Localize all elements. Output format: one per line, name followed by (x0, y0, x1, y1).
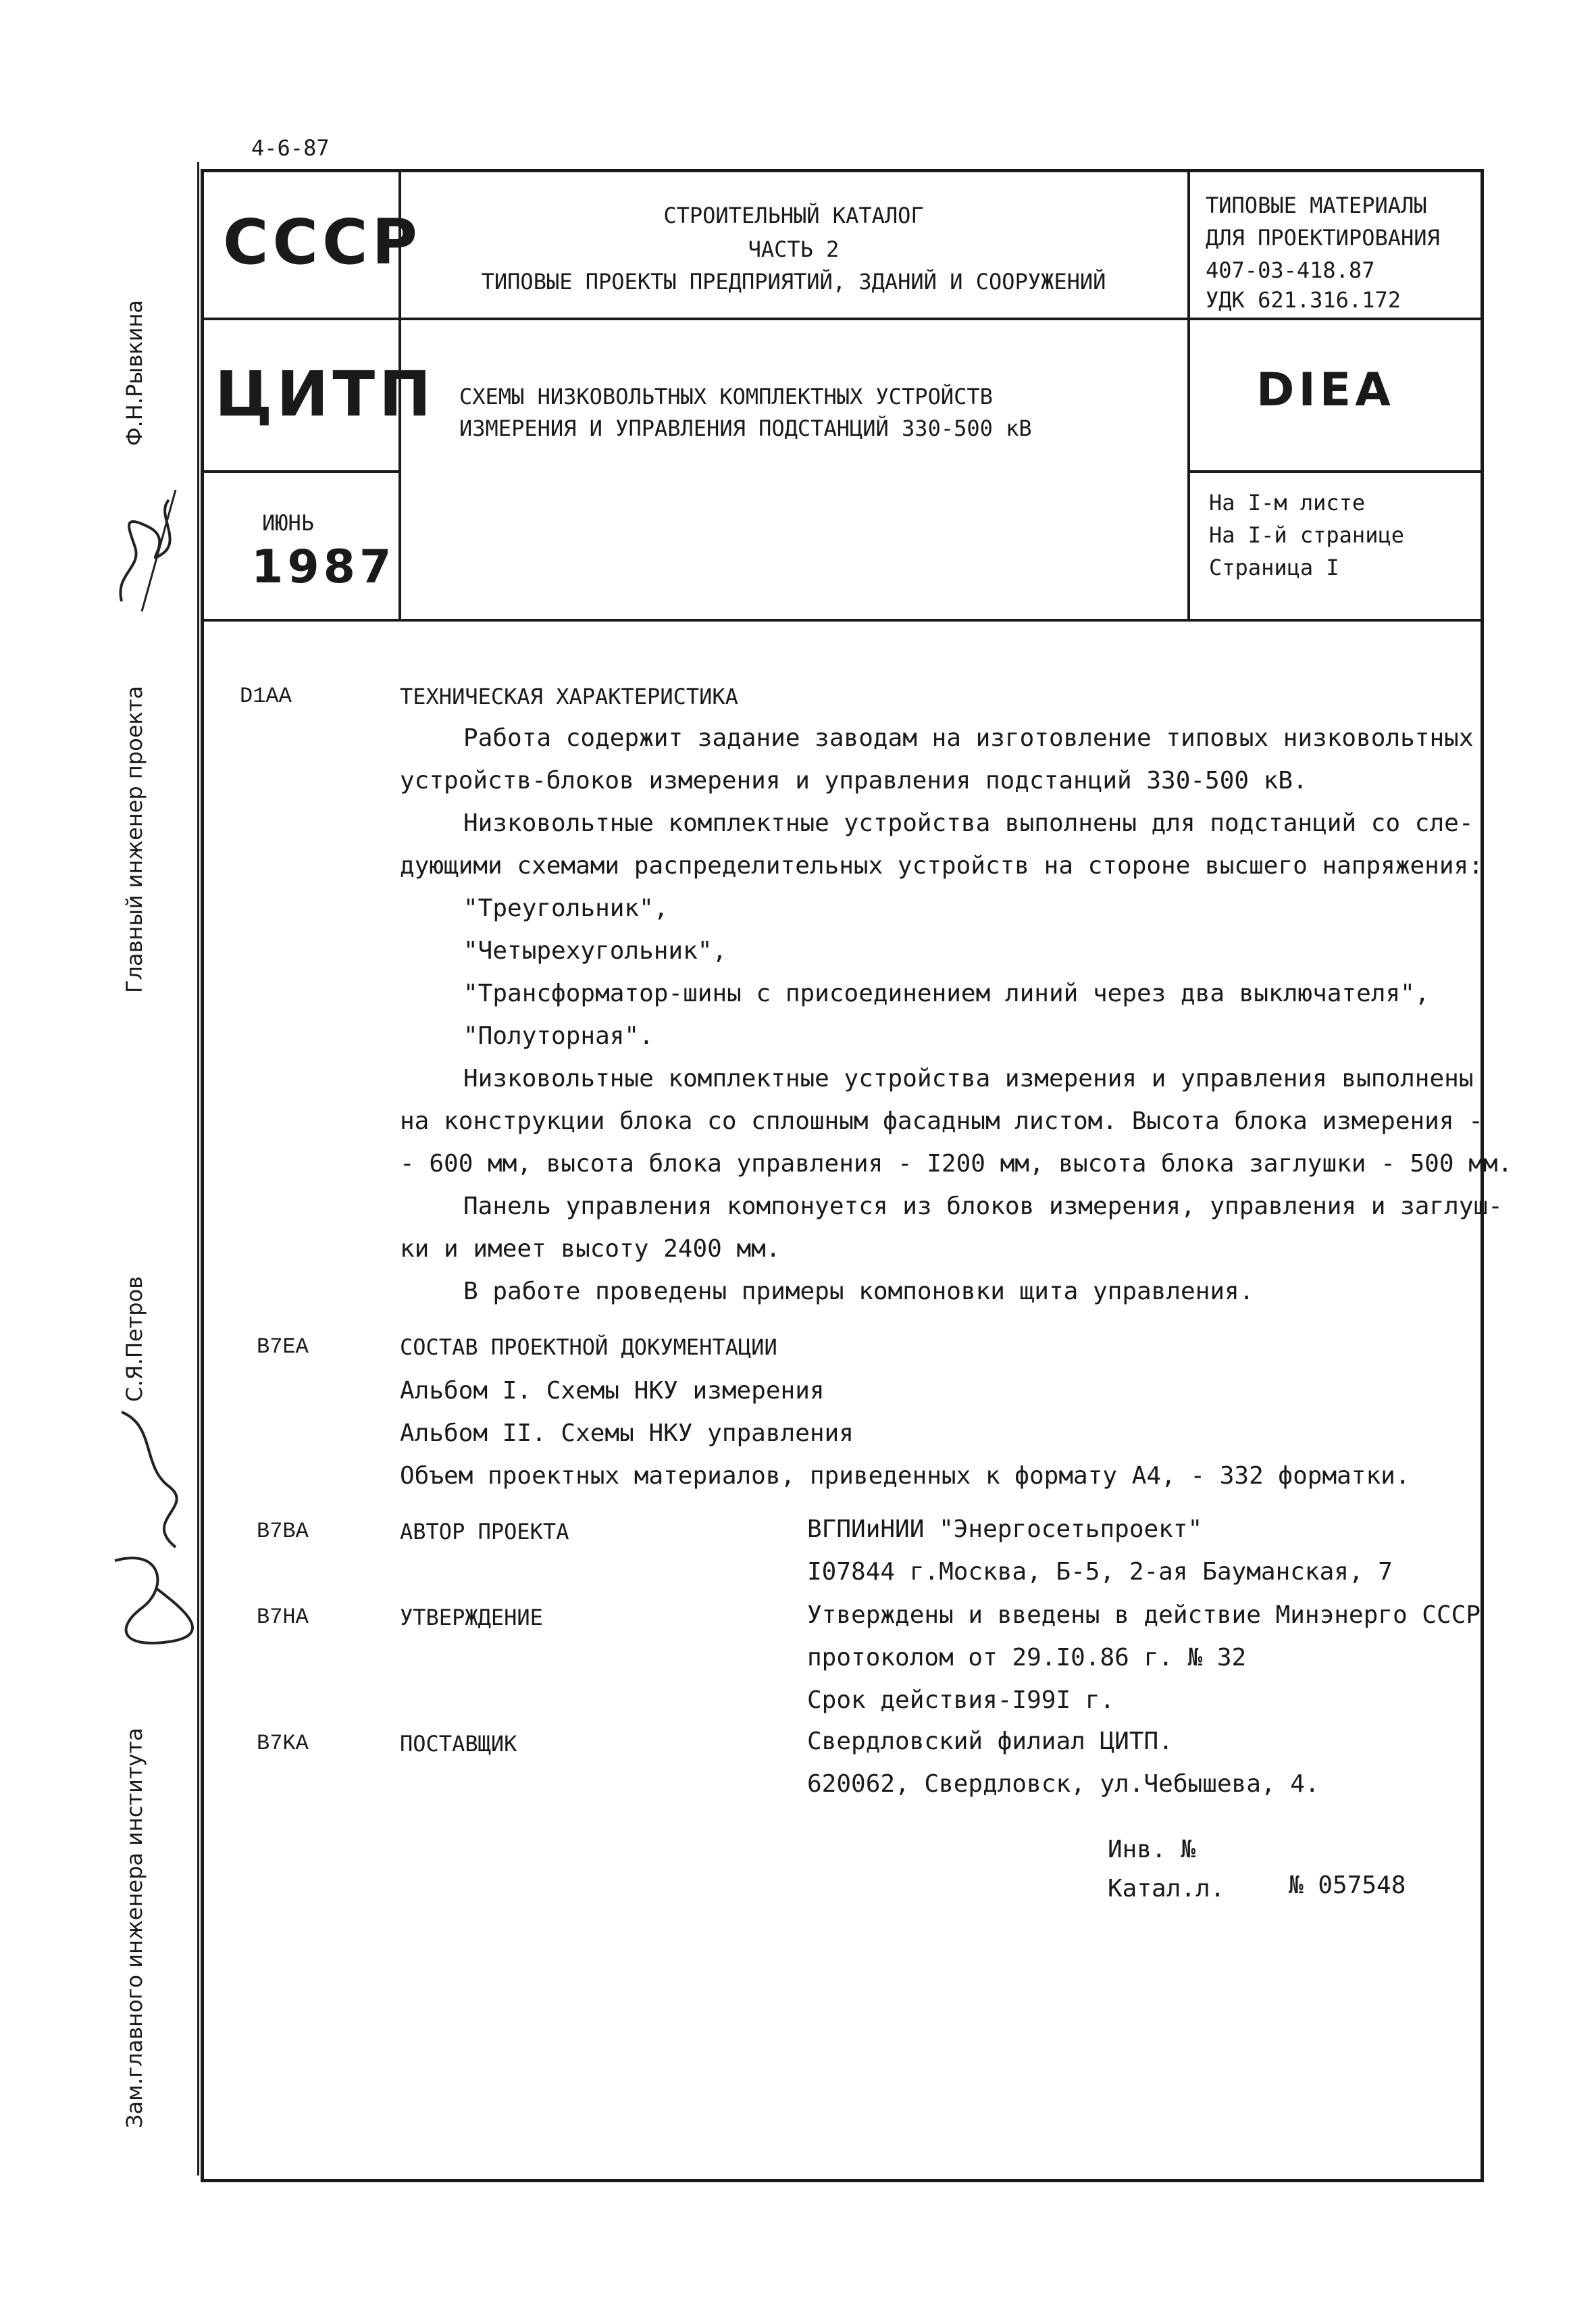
supplier-line: 620062, Свердловск, ул.Чебышева, 4. (807, 1770, 1320, 1798)
page-line-2: На I-й странице (1209, 522, 1404, 548)
page-line-3: Страница I (1209, 555, 1339, 580)
section-code-tech: D1AA (240, 684, 292, 709)
supplier-line: Свердловский филиал ЦИТП. (807, 1728, 1173, 1755)
docs-line: Альбом I. Схемы НКУ измерения (400, 1377, 825, 1405)
page-line-1: На I-м листе (1209, 490, 1366, 515)
tech-line: "Трансформатор-шины с присоединением линий через два выключателя", (463, 980, 1430, 1007)
tech-line: Работа содержит задание заводам на изготовление типовых низковольтных (463, 724, 1474, 752)
side-name-1: Ф.Н.Рывкина (122, 299, 147, 446)
materials-line-2: ДЛЯ ПРОЕКТИРОВАНИЯ (1206, 225, 1440, 251)
side-role-2: Зам.главного инженера института (122, 1728, 147, 2128)
approval-line: протоколом от 29.I0.86 г. № 32 (807, 1644, 1247, 1671)
approval-line: Срок действия-I99I г. (807, 1686, 1115, 1714)
section-heading-author: АВТОР ПРОЕКТА (400, 1519, 569, 1544)
catalog-line-1: СТРОИТЕЛЬНЫЙ КАТАЛОГ (663, 203, 924, 228)
section-code-supplier: B7KA (257, 1731, 309, 1756)
materials-line-1: ТИПОВЫЕ МАТЕРИАЛЫ (1206, 193, 1427, 218)
title-line-2: ИЗМЕРЕНИЯ И УПРАВЛЕНИЯ ПОДСТАНЦИЙ 330-500 кВ (459, 416, 1032, 441)
catalog-line-2: ЧАСТЬ 2 (748, 236, 840, 262)
author-line: ВГПИиНИИ "Энергосетьпроект" (807, 1515, 1203, 1543)
section-heading-docs: СОСТАВ ПРОЕКТНОЙ ДОКУМЕНТАЦИИ (400, 1334, 777, 1360)
inventory-label: Инв. № (1108, 1836, 1196, 1863)
section-heading-approval: УТВЕРЖДЕНИЕ (400, 1605, 543, 1630)
section-code-docs: B7EA (257, 1334, 309, 1359)
materials-line-4: УДК 621.316.172 (1206, 287, 1401, 313)
approval-line: Утверждены и введены в действие Минэнерго СССР (807, 1601, 1481, 1629)
tech-line: Панель управления компонуется из блоков измерения, управления и заглуш- (463, 1192, 1503, 1220)
divider (201, 619, 1484, 622)
docs-line: Альбом II. Схемы НКУ управления (400, 1419, 854, 1447)
year-label: 1987 (251, 540, 396, 594)
section-heading-supplier: ПОСТАВЩИК (400, 1731, 517, 1757)
tech-line: устройств-блоков измерения и управления подстанций 330-500 кВ. (400, 767, 1308, 795)
section-code-author: B7BA (257, 1519, 309, 1544)
divider (201, 470, 400, 473)
side-name-2: С.Я.Петров (122, 1276, 147, 1402)
tech-line: "Полуторная". (463, 1022, 654, 1050)
tech-line: "Четырехугольник", (463, 937, 727, 965)
sheet-code: 4-6-87 (251, 135, 330, 161)
doc-code: DIEA (1256, 363, 1395, 417)
org-ussr: СССР (223, 206, 421, 278)
tech-line: Низковольтные комплектные устройства измерения и управления выполнены (463, 1065, 1474, 1092)
signature-2 (101, 1385, 196, 1655)
author-line: I07844 г.Москва, Б-5, 2-ая Бауманская, 7 (807, 1558, 1393, 1586)
catalog-sheet-label: Катал.л. (1108, 1875, 1225, 1903)
divider (1189, 470, 1484, 473)
tech-line: ки и имеет высоту 2400 мм. (400, 1235, 781, 1263)
side-role-1: Главный инженер проекта (122, 686, 147, 993)
title-line-1: СХЕМЫ НИЗКОВОЛЬТНЫХ КОМПЛЕКТНЫХ УСТРОЙСТВ (459, 384, 993, 409)
tech-line: - 600 мм, высота блока управления - I200 мм, высота блока заглушки - 500 мм. (400, 1150, 1513, 1178)
month-label: ИЮНЬ (262, 510, 315, 536)
section-heading-tech: ТЕХНИЧЕСКАЯ ХАРАКТЕРИСТИКА (400, 684, 738, 709)
signature-1 (101, 486, 182, 615)
divider (201, 318, 1484, 320)
margin-line (197, 162, 199, 2175)
catalog-line-3: ТИПОВЫЕ ПРОЕКТЫ ПРЕДПРИЯТИЙ, ЗДАНИЙ И СООРУЖЕНИЙ (481, 269, 1106, 295)
materials-line-3: 407-03-418.87 (1206, 257, 1375, 283)
org-citp: ЦИТП (215, 358, 436, 430)
tech-line: Низковольтные комплектные устройства выполнены для подстанций со сле- (463, 809, 1474, 837)
catalog-number: № 057548 (1289, 1871, 1406, 1899)
section-code-approval: B7HA (257, 1605, 309, 1630)
divider (1187, 169, 1190, 622)
tech-line: В работе проведены примеры компоновки щита управления. (463, 1278, 1254, 1305)
tech-line: дующими схемами распределительных устройств на стороне высшего напряжения: (400, 852, 1483, 880)
tech-line: на конструкции блока со сплошным фасадным листом. Высота блока измерения - (400, 1107, 1483, 1135)
docs-line: Объем проектных материалов, приведенных к формату А4, - 332 форматки. (400, 1462, 1410, 1490)
tech-line: "Треугольник", (463, 895, 669, 922)
